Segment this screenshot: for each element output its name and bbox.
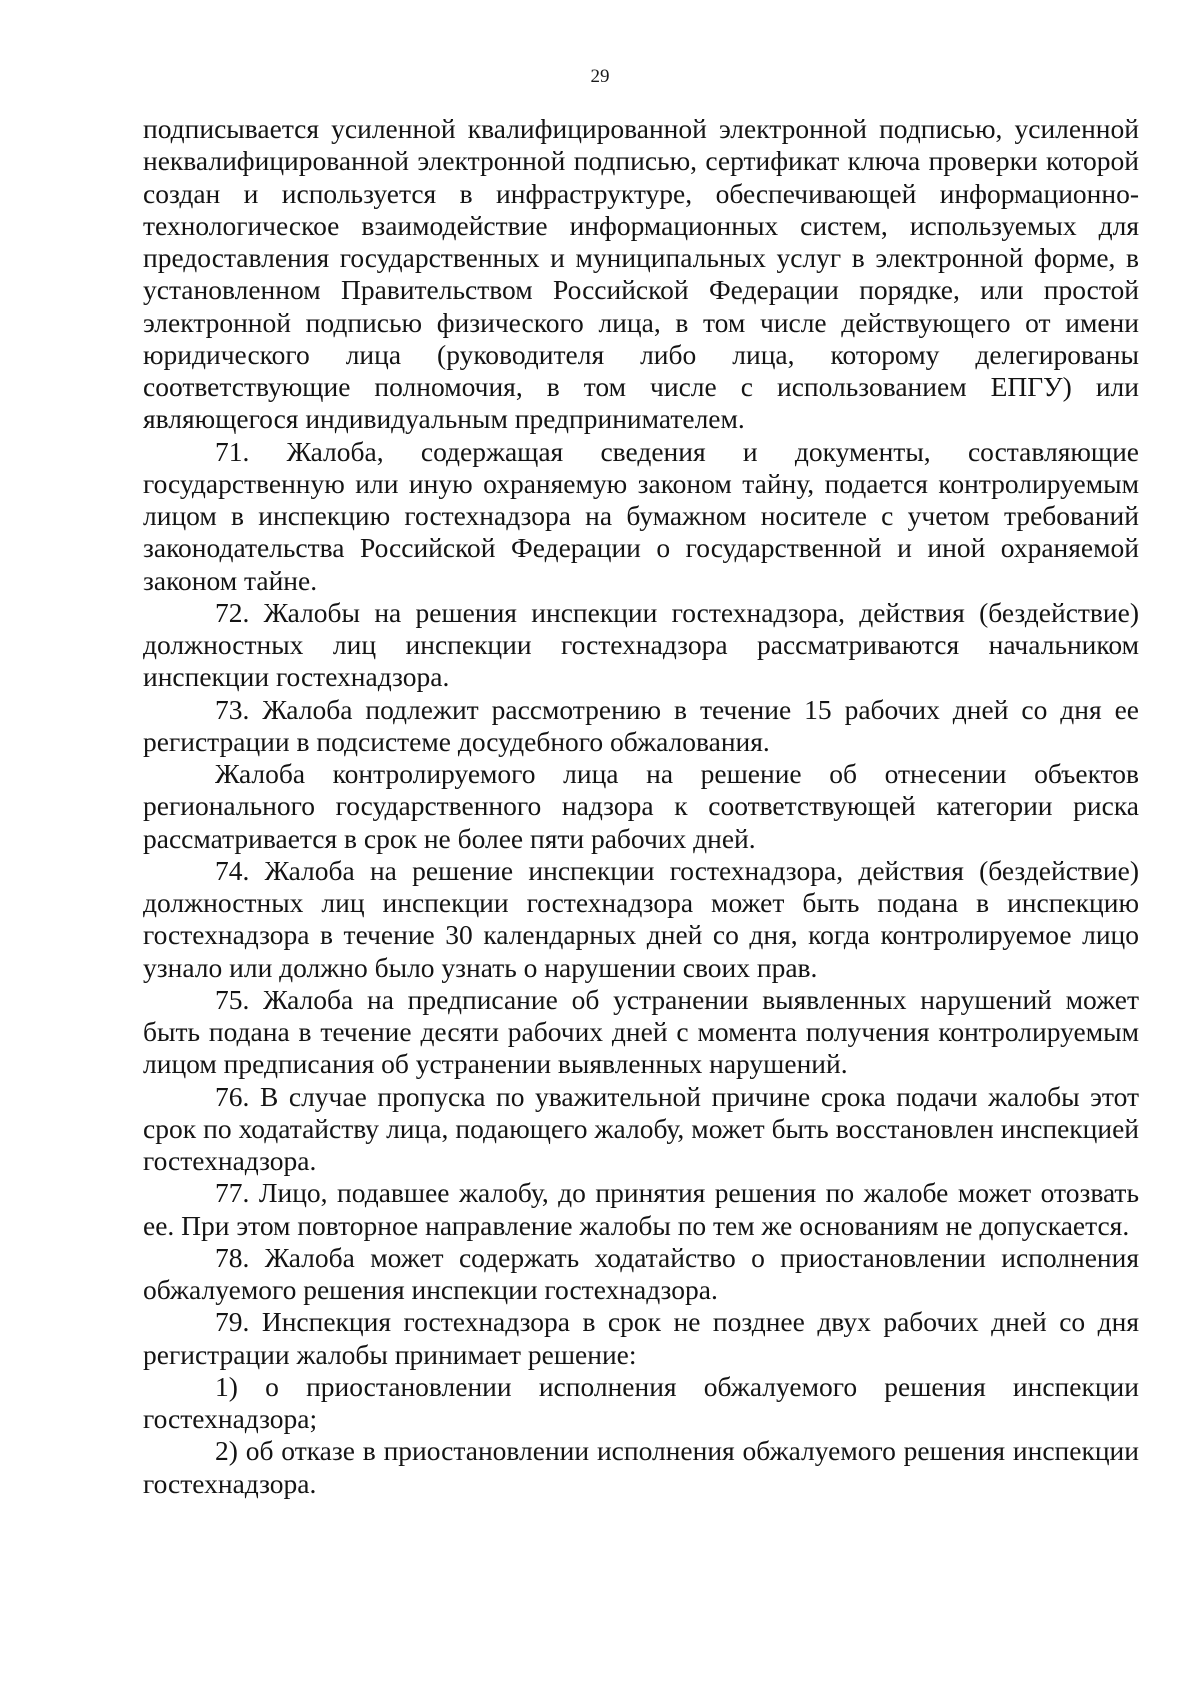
paragraph-78: 78. Жалоба может содержать ходатайство о приостановлении исполнения обжалуемого решения инспекции гостехнадзора. [143,1241,1139,1305]
paragraph-73: 73. Жалоба подлежит рассмотрению в течение 15 рабочих дней со дня ее регистрации в подсистеме досудебного обжалования. [143,693,1139,757]
paragraph-79: 79. Инспекция гостехнадзора в срок не позднее двух рабочих дней со дня регистрации жалобы принимает решение: [143,1306,1139,1370]
paragraph-74: 74. Жалоба на решение инспекции гостехнадзора, действия (бездействие) должностных лиц инспекции гостехнадзора может быть подана в инспекцию гостехнадзора в течение 30 календарных дней со дня, когда контролируемое лицо узнало или должно было узнать о нарушении своих прав. [143,854,1139,983]
document-body [143,113,1139,1500]
paragraph-76: 76. В случае пропуска по уважительной причине срока подачи жалобы этот срок по ходатайству лица, подающего жалобу, может быть восстановлен инспекцией гостехнадзора. [143,1080,1139,1176]
paragraph-79-item-1: 1) о приостановлении исполнения обжалуемого решения инспекции гостехнадзора; [143,1370,1139,1434]
paragraph-77: 77. Лицо, подавшее жалобу, до принятия решения по жалобе может отозвать ее. При этом повторное направление жалобы по тем же основаниям не допускается. [143,1177,1139,1241]
paragraph-71: 71. Жалоба, содержащая сведения и документы, составляющие государственную или иную охраняемую законом тайну, подается контролируемым лицом в инспекцию гостехнадзора на бумажном носителе с учетом требований законодательства Российской Федерации о государственной и иной охраняемой законом тайне. [143,435,1139,596]
paragraph-continuation: подписывается усиленной квалифицированной электронной подписью, усиленной неквалифицированной электронной подписью, сертификат ключа проверки которой создан и используется в инфраструктуре, обеспечивающей информационно-технологическое взаимодействие информационных систем, используемых для предоставления государственных и муниципальных услуг в электронной форме, в установленном Правительством Российской Федерации порядке, или простой электронной подписью физического лица, в том числе действующего от имени юридического лица (руководителя либо лица, которому делегированы соответствующие полномочия, в том числе с использованием ЕПГУ) или являющегося индивидуальным предпринимателем. [143,113,1139,435]
page-number: 29 [590,66,610,87]
paragraph-79-item-2: 2) об отказе в приостановлении исполнения обжалуемого решения инспекции гостехнадзора. [143,1435,1139,1499]
paragraph-73-risk-category: Жалоба контролируемого лица на решение об отнесении объектов регионального государственного надзора к соответствующей категории риска рассматривается в срок не более пяти рабочих дней. [143,758,1139,854]
paragraph-72: 72. Жалобы на решения инспекции гостехнадзора, действия (бездействие) должностных лиц инспекции гостехнадзора рассматриваются начальником инспекции гостехнадзора. [143,596,1139,693]
paragraph-75: 75. Жалоба на предписание об устранении выявленных нарушений может быть подана в течение десяти рабочих дней с момента получения контролируемым лицом предписания об устранении выявленных нарушений. [143,983,1139,1080]
